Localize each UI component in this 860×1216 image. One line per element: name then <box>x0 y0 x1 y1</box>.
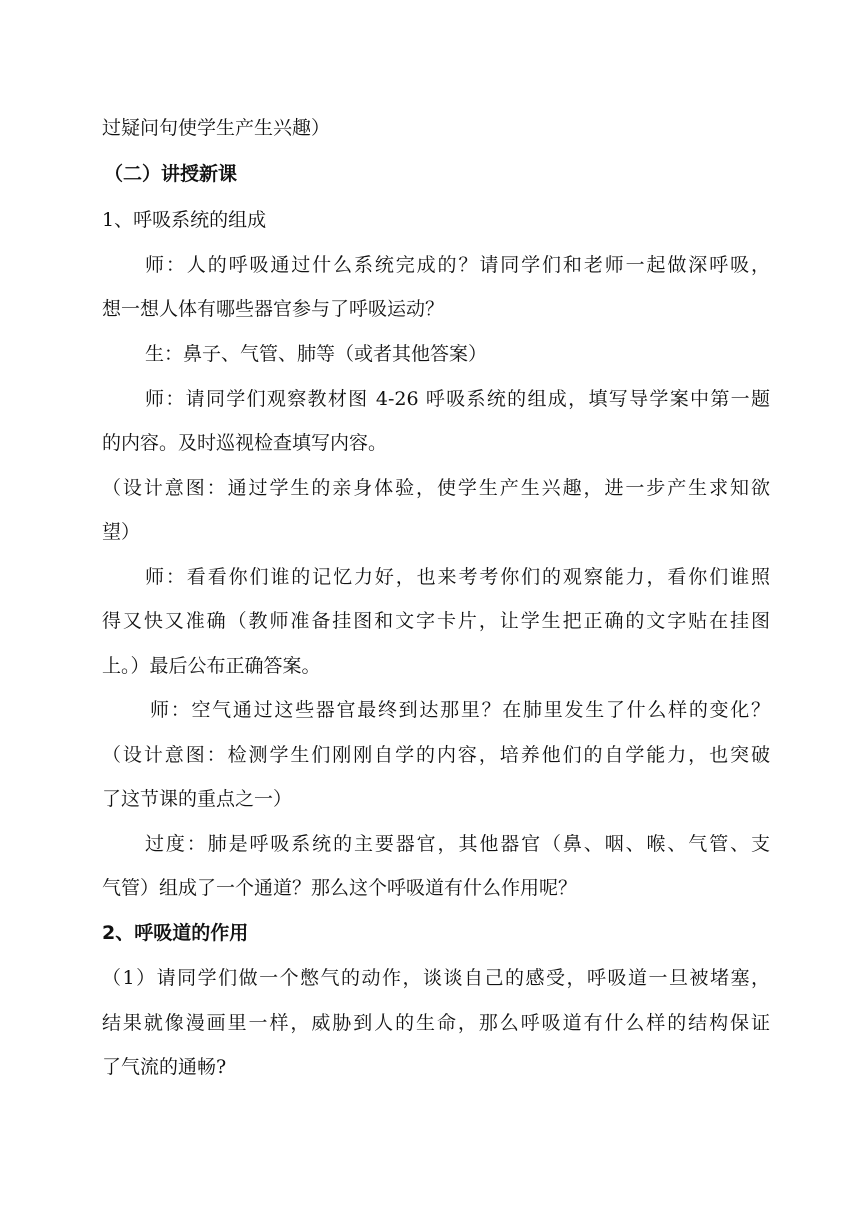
paragraph-line: 了这节课的重点之一） <box>102 788 293 810</box>
paragraph-line: 过度：肺是呼吸系统的主要器官，其他器官（鼻、咽、喉、气管、支 <box>145 833 770 855</box>
paragraph-line: （1）请同学们做一个憋气的动作，谈谈自己的感受，呼吸道一旦被堵塞， <box>102 967 770 989</box>
paragraph-line: 师：看看你们谁的记忆力好，也来考考你们的观察能力，看你们谁照 <box>145 566 770 588</box>
section-heading: （二）讲授新课 <box>104 163 238 185</box>
paragraph-line: 气管）组成了一个通道？那么这个呼吸道有什么作用呢？ <box>102 877 578 899</box>
paragraph-line: 结果就像漫画里一样，威胁到人的生命，那么呼吸道有什么样的结构保证 <box>102 1012 770 1034</box>
subsection-heading: 1、呼吸系统的组成 <box>102 209 267 231</box>
paragraph-line: 师：人的呼吸通过什么系统完成的？请同学们和老师一起做深呼吸， <box>145 254 770 276</box>
paragraph-line: 上。）最后公布正确答案。 <box>102 655 321 677</box>
paragraph-line: 的内容。及时巡视检查填写内容。 <box>102 432 388 454</box>
paragraph-line: 想一想人体有哪些器官参与了呼吸运动？ <box>102 298 445 320</box>
paragraph-line: 师：空气通过这些器官最终到达那里？在肺里发生了什么样的变化？ <box>150 699 770 721</box>
paragraph-line: 望） <box>102 521 141 543</box>
paragraph-line: 生：鼻子、气管、肺等（或者其他答案） <box>145 343 488 365</box>
paragraph-line: 师：请同学们观察教材图 4-26 呼吸系统的组成，填写导学案中第一题 <box>145 388 770 410</box>
paragraph-line: 过疑问句使学生产生兴趣） <box>102 117 331 139</box>
paragraph-line: （设计意图：检测学生们刚刚自学的内容，培养他们的自学能力，也突破 <box>102 744 770 766</box>
paragraph-line: （设计意图：通过学生的亲身体验，使学生产生兴趣，进一步产生求知欲 <box>102 477 770 499</box>
section-heading: 2、呼吸道的作用 <box>102 922 249 944</box>
paragraph-line: 了气流的通畅? <box>102 1056 227 1078</box>
paragraph-line: 得又快又准确（教师准备挂图和文字卡片，让学生把正确的文字贴在挂图 <box>102 610 770 632</box>
